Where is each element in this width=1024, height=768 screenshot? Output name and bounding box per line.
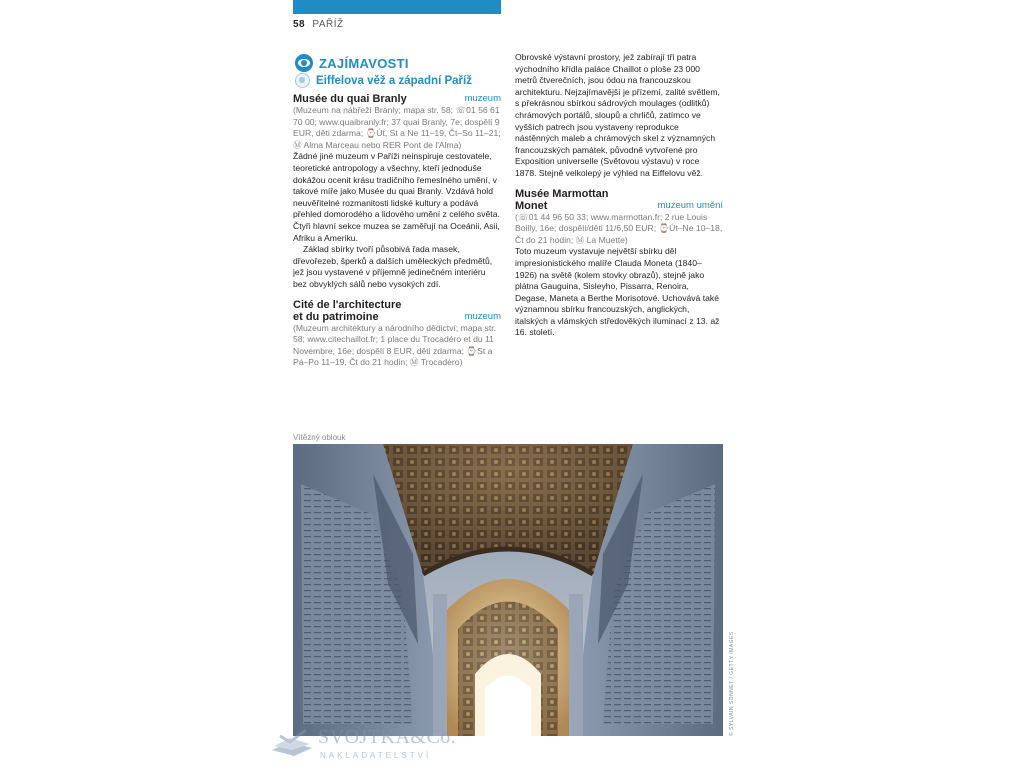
entry-body: Toto muzeum vystavuje největší sbírku děl impresionistického malíře Clauda Moneta (1840–1926) na světě (kolem stovky obrazů), stejně jako plátna Gauguina, Sisleyho, Pissarra, Renoira, Degase, Maneta a Berthe Morisotové. Uchovává také významnou sbírku francouzských, anglických, italských a vlámských středověkých iluminací z 13. až 16. století. [515,246,720,338]
entry-quai-branly [293,93,501,291]
subsection-title: Eiffelova věž a západní Paříž [316,74,472,87]
right-column [515,52,723,339]
entry-info: (☏01 44 96 50 33; www.marmottan.fr; 2 rue Louis Boilly, 16e; dospělí/děti 11/6,50 EUR; ⌚Út–Ne 10–18, Čt do 21 hodin; Ⓜ La Muette) [515,211,723,245]
entry-title-line: Monet [515,199,548,212]
entry-cite-architecture [293,299,501,369]
entry-title-line: Musée Marmottan [515,187,609,200]
page-header [293,19,344,30]
entry-body: Žádné jiné muzeum v Paříži neinspiruje cestovatele, teoretické antropology a všechny, kteří jednoduše dokážou ocenit krásu tradičního řemeslného umění, v takové míře jako Musée du quai Branly. Vzdává hold neuvěřitelné rozmanitosti lidské kultury a podává přehled domorodého a lidového umění z celého světa. Čtyři hlavní sekce muzea se zaměřují na Oceánii, Asii, Afriku a Ameriku. [293,151,500,243]
entry-marmottan [515,188,723,340]
entry-category-tag: muzeum [464,310,501,322]
running-title: PAŘÍŽ [312,19,344,30]
arc-de-triomphe-photo [293,444,723,736]
entry-info: (Muzeum na nábřeží Branly; mapa str. 58; ☏01 56 61 70 00; www.quaibranly.fr; 37 quai Branly, 7e; dospělí 9 EUR, děti zdarma; ⌚Út, St a Ne 11–19, Čt–So 11–21; Ⓜ Alma Marceau nebo RER Pont de l'Alma) [293,105,501,150]
eye-outline-icon [295,73,310,88]
top-color-band [293,0,501,14]
eye-icon [295,54,313,72]
entry-info: (Muzeum architektury a národního dědictví; mapa str. 58; www.citechaillot.fr; 1 place du Trocadéro et du 11 Novembre, 16e; dospělí 8 EUR, děti zdarma; ⌚St a Pá–Po 11–19, Čt do 21 hodin; Ⓜ Trocadéro) [293,322,497,368]
entry-title-line: Musée du quai Branly [293,93,407,105]
publisher-watermark [270,724,460,764]
entry-category-tag: muzeum umění [657,199,723,211]
photo-credit-text: © SYLVAIN SONNET / GETTY IMAGES [729,631,735,736]
publisher-brand: SVOJTKA&Co. [318,726,457,748]
page-number: 58 [293,19,306,30]
book-logo-icon [270,728,314,758]
entry-body: Základ sbírky tvoří působivá řada masek, dřevořezeb, šperků a dalších uměleckých předmětů, jež jsou vystavené v příjemně jedinečném interiéru bez obvyklých sálů nebo vysokých zdí. [293,244,493,289]
entry-title [515,188,609,212]
entry-category-tag: muzeum [464,93,501,104]
left-column [293,93,501,369]
entry-title [293,93,407,105]
section-title: ZAJÍMAVOSTI [319,55,409,71]
entry-body: Obrovské výstavní prostory, jež zabírají tři patra východního křídla paláce Chaillot o ploše 23 000 metrů čtverečních, jsou ódou na francouzskou architekturu. Nejzajímavější je přízemí, zalité světlem, s překrásnou sbírkou sádrových moulages (odlitků) chrámových portálů, sloupů a chrličů, zatímco ve vyšších patrech jsou vystaveny reprodukce nástěnných maleb a chrámových skel z významných francouzských památek, původně vytvořené pro Exposition universelle (Světovou výstavu) v roce 1878. Stejně velkolepý je výhled na Eiffelovu věž. [515,52,720,178]
publisher-subtitle: NAKLADATELSTVÍ [320,751,432,760]
entry-title-line: et du patrimoine [293,310,379,323]
section-heading [295,54,409,72]
photo-credit [727,444,737,736]
entry-title-line: Cité de l'architecture [293,298,402,311]
entry-title [293,299,401,323]
photo-caption: Vítězný oblouk [293,433,346,442]
subsection-heading [295,73,472,88]
